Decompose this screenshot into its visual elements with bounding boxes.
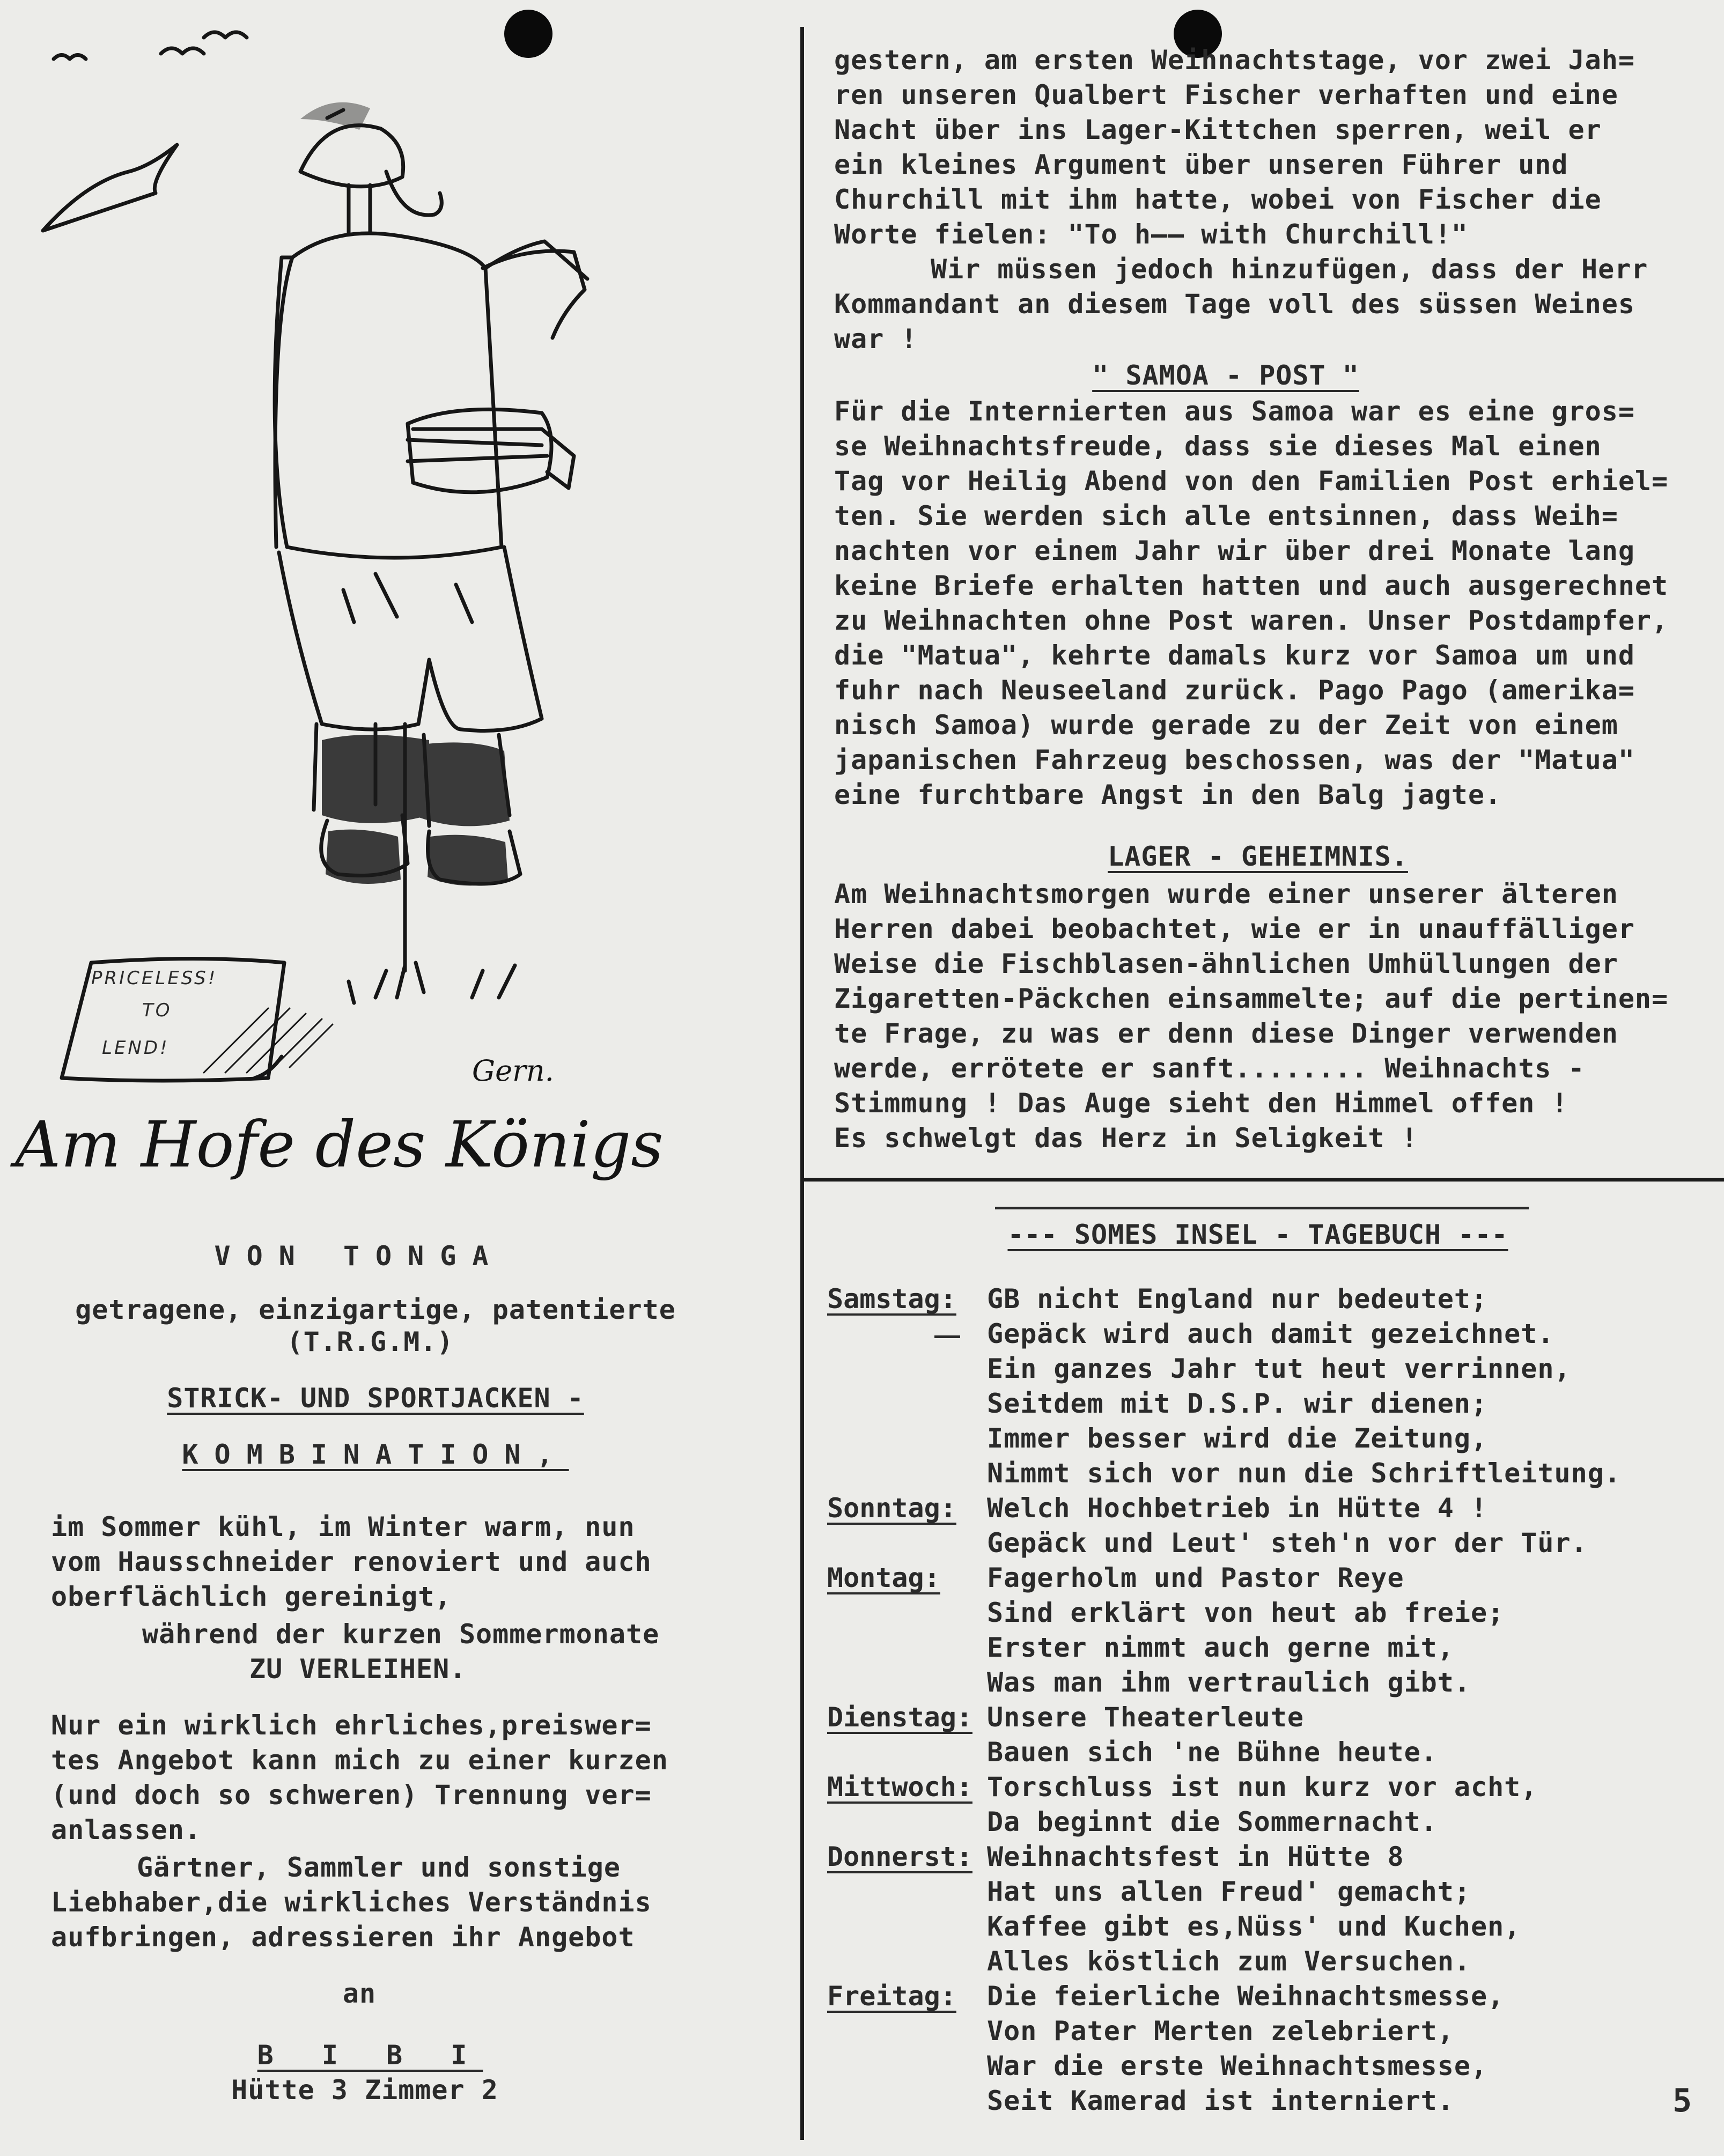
samoa-line: se Weihnachtsfreude, dass sie dieses Mal einen	[834, 431, 1602, 462]
diary-day-sonntag: Sonntag:	[827, 1493, 956, 1524]
diary-line: Fagerholm und Pastor Reye	[987, 1562, 1404, 1593]
diary-line: Seit Kamerad ist interniert.	[987, 2085, 1454, 2116]
sign-line-3: LEND!	[102, 1037, 170, 1059]
cartoon-illustration	[0, 0, 794, 1169]
diary-line: Kaffee gibt es,Nüss' und Kuchen,	[987, 1911, 1521, 1942]
lager-line: te Frage, zu was er denn diese Dinger verwenden	[834, 1018, 1618, 1049]
intro-line: Wir müssen jedoch hinzufügen, dass der Herr	[931, 254, 1648, 285]
samoa-line: japanischen Fahrzeug beschossen, was der "Matua"	[834, 744, 1635, 776]
diary-heading-rule-top	[995, 1207, 1529, 1209]
intro-line: ren unseren Qualbert Fischer verhaften und eine	[834, 79, 1618, 110]
sign-line-1: PRICELESS!	[91, 968, 218, 989]
diary-line: Welch Hochbetrieb in Hütte 4 !	[987, 1493, 1488, 1524]
intro-line: gestern, am ersten Weihnachtstage, vor zwei Jah=	[834, 45, 1635, 76]
lager-line: werde, errötete er sanft........ Weihnachts -	[834, 1053, 1585, 1084]
left-line: vom Hausschneider renoviert und auch	[51, 1546, 652, 1577]
diary-line: Gepäck wird auch damit gezeichnet.	[987, 1318, 1554, 1349]
diary-line: GB nicht England nur bedeutet;	[987, 1283, 1488, 1315]
diary-line: Was man ihm vertraulich gibt.	[987, 1667, 1471, 1698]
left-line-address: Hütte 3 Zimmer 2	[231, 2074, 498, 2106]
lager-line: Am Weihnachtsmorgen wurde einer unserer älteren	[834, 878, 1618, 910]
left-line-von-tonga: VON TONGA	[214, 1241, 505, 1272]
diary-day-dienstag: Dienstag:	[827, 1702, 972, 1733]
lager-line: Es schwelgt das Herz in Seligkeit !	[834, 1123, 1418, 1154]
diary-line: Bauen sich 'ne Bühne heute.	[987, 1737, 1438, 1768]
diary-line: Sind erklärt von heut ab freie;	[987, 1597, 1505, 1628]
samoa-line: zu Weihnachten ohne Post waren. Unser Postdampfer,	[834, 605, 1669, 636]
left-line-jacket-title: STRICK- UND SPORTJACKEN -	[167, 1383, 584, 1414]
diary-line: Torschluss ist nun kurz vor acht,	[987, 1771, 1538, 1803]
samoa-line: eine furchtbare Angst in den Balg jagte.	[834, 779, 1502, 810]
left-line: während der kurzen Sommermonate	[142, 1619, 660, 1650]
lager-line: Zigaretten-Päckchen einsammelte; auf die pertinen=	[834, 983, 1669, 1014]
samoa-line: die "Matua", kehrte damals kurz vor Samoa um und	[834, 640, 1635, 671]
diary-line: Alles köstlich zum Versuchen.	[987, 1946, 1471, 1977]
intro-line: Worte fielen: "To h—— with Churchill!"	[834, 219, 1468, 250]
diary-day-donnerstag: Donnerst:	[827, 1841, 972, 1872]
diary-line: Hat uns allen Freud' gemacht;	[987, 1876, 1471, 1907]
diary-dash-mark	[934, 1335, 960, 1338]
diary-line: Weihnachtsfest in Hütte 8	[987, 1841, 1404, 1872]
diary-line: Seitdem mit D.S.P. wir dienen;	[987, 1388, 1488, 1419]
left-line: (und doch so schweren) Trennung ver=	[51, 1780, 652, 1811]
left-line: ZU VERLEIHEN.	[249, 1653, 467, 1685]
page-number: 5	[1673, 2082, 1693, 2120]
left-line: oberflächlich gereinigt,	[51, 1581, 452, 1612]
diary-day-mittwoch: Mittwoch:	[827, 1771, 972, 1803]
diary-line: Erster nimmt auch gerne mit,	[987, 1632, 1454, 1663]
samoa-line: Tag vor Heilig Abend von den Familien Post erhiel=	[834, 466, 1669, 497]
diary-line: Nimmt sich vor nun die Schriftleitung.	[987, 1458, 1621, 1489]
section-heading-samoa-post: " SAMOA - POST "	[1092, 360, 1359, 391]
samoa-line: nachten vor einem Jahr wir über drei Monate lang	[834, 535, 1635, 566]
intro-line: Churchill mit ihm hatte, wobei von Fischer die	[834, 184, 1602, 215]
diary-day-freitag: Freitag:	[827, 1981, 956, 2012]
left-line: anlassen.	[51, 1814, 201, 1845]
lager-line: Herren dabei beobachtet, wie er in unauffälliger	[834, 913, 1635, 944]
left-line: (T.R.G.M.)	[286, 1326, 454, 1357]
left-line: aufbringen, adressieren ihr Angebot	[51, 1922, 635, 1953]
left-line: Gärtner, Sammler und sonstige	[137, 1852, 621, 1883]
diary-line: Von Pater Merten zelebriert,	[987, 2015, 1454, 2047]
artist-signature: Gern.	[472, 1054, 554, 1088]
left-line: an	[342, 1978, 377, 2009]
left-line: getragene, einzigartige, patentierte	[75, 1294, 676, 1325]
diary-line: Ein ganzes Jahr tut heut verrinnen,	[987, 1353, 1571, 1384]
diary-day-montag: Montag:	[827, 1562, 940, 1593]
left-line: tes Angebot kann mich zu einer kurzen	[51, 1745, 668, 1776]
intro-line: Kommandant an diesem Tage voll des süssen Weines	[834, 289, 1635, 320]
diary-line: Die feierliche Weihnachtsmesse,	[987, 1981, 1505, 2012]
section-divider	[804, 1178, 1724, 1182]
intro-line: ein kleines Argument über unseren Führer und	[834, 149, 1568, 180]
diary-day-samstag: Samstag:	[827, 1283, 956, 1315]
section-heading-lager-geheimnis: LAGER - GEHEIMNIS.	[1108, 841, 1408, 872]
left-line-kombination: KOMBINATION,	[182, 1439, 569, 1470]
left-line: Liebhaber,die wirkliches Verständnis	[51, 1887, 652, 1918]
samoa-line: keine Briefe erhalten hatten und auch ausgerechnet	[834, 570, 1669, 601]
headline: Am Hofe des Königs	[15, 1107, 664, 1182]
samoa-line: ten. Sie werden sich alle entsinnen, dass Weih=	[834, 500, 1618, 531]
intro-line: war !	[834, 323, 918, 355]
section-heading-diary: --- SOMES INSEL - TAGEBUCH ---	[1007, 1219, 1508, 1250]
diary-line: Unsere Theaterleute	[987, 1702, 1304, 1733]
left-line: im Sommer kühl, im Winter warm, nun	[51, 1511, 635, 1542]
sign-line-2: TO	[142, 1000, 172, 1021]
samoa-line: fuhr nach Neuseeland zurück. Pago Pago (amerika=	[834, 675, 1635, 706]
left-line-bibi: B I B I	[257, 2040, 483, 2071]
column-divider	[800, 27, 804, 2140]
diary-line: War die erste Weihnachtsmesse,	[987, 2050, 1488, 2081]
diary-line: Immer besser wird die Zeitung,	[987, 1423, 1488, 1454]
lager-line: Weise die Fischblasen-ähnlichen Umhüllungen der	[834, 948, 1618, 979]
samoa-line: nisch Samoa) wurde gerade zu der Zeit von einem	[834, 710, 1618, 741]
samoa-line: Für die Internierten aus Samoa war es eine gros=	[834, 396, 1635, 427]
diary-line: Da beginnt die Sommernacht.	[987, 1806, 1438, 1837]
left-line: Nur ein wirklich ehrliches,preiswer=	[51, 1710, 652, 1741]
intro-line: Nacht über ins Lager-Kittchen sperren, weil er	[834, 114, 1602, 145]
lager-line: Stimmung ! Das Auge sieht den Himmel offen !	[834, 1088, 1568, 1119]
diary-line: Gepäck und Leut' steh'n vor der Tür.	[987, 1527, 1588, 1559]
